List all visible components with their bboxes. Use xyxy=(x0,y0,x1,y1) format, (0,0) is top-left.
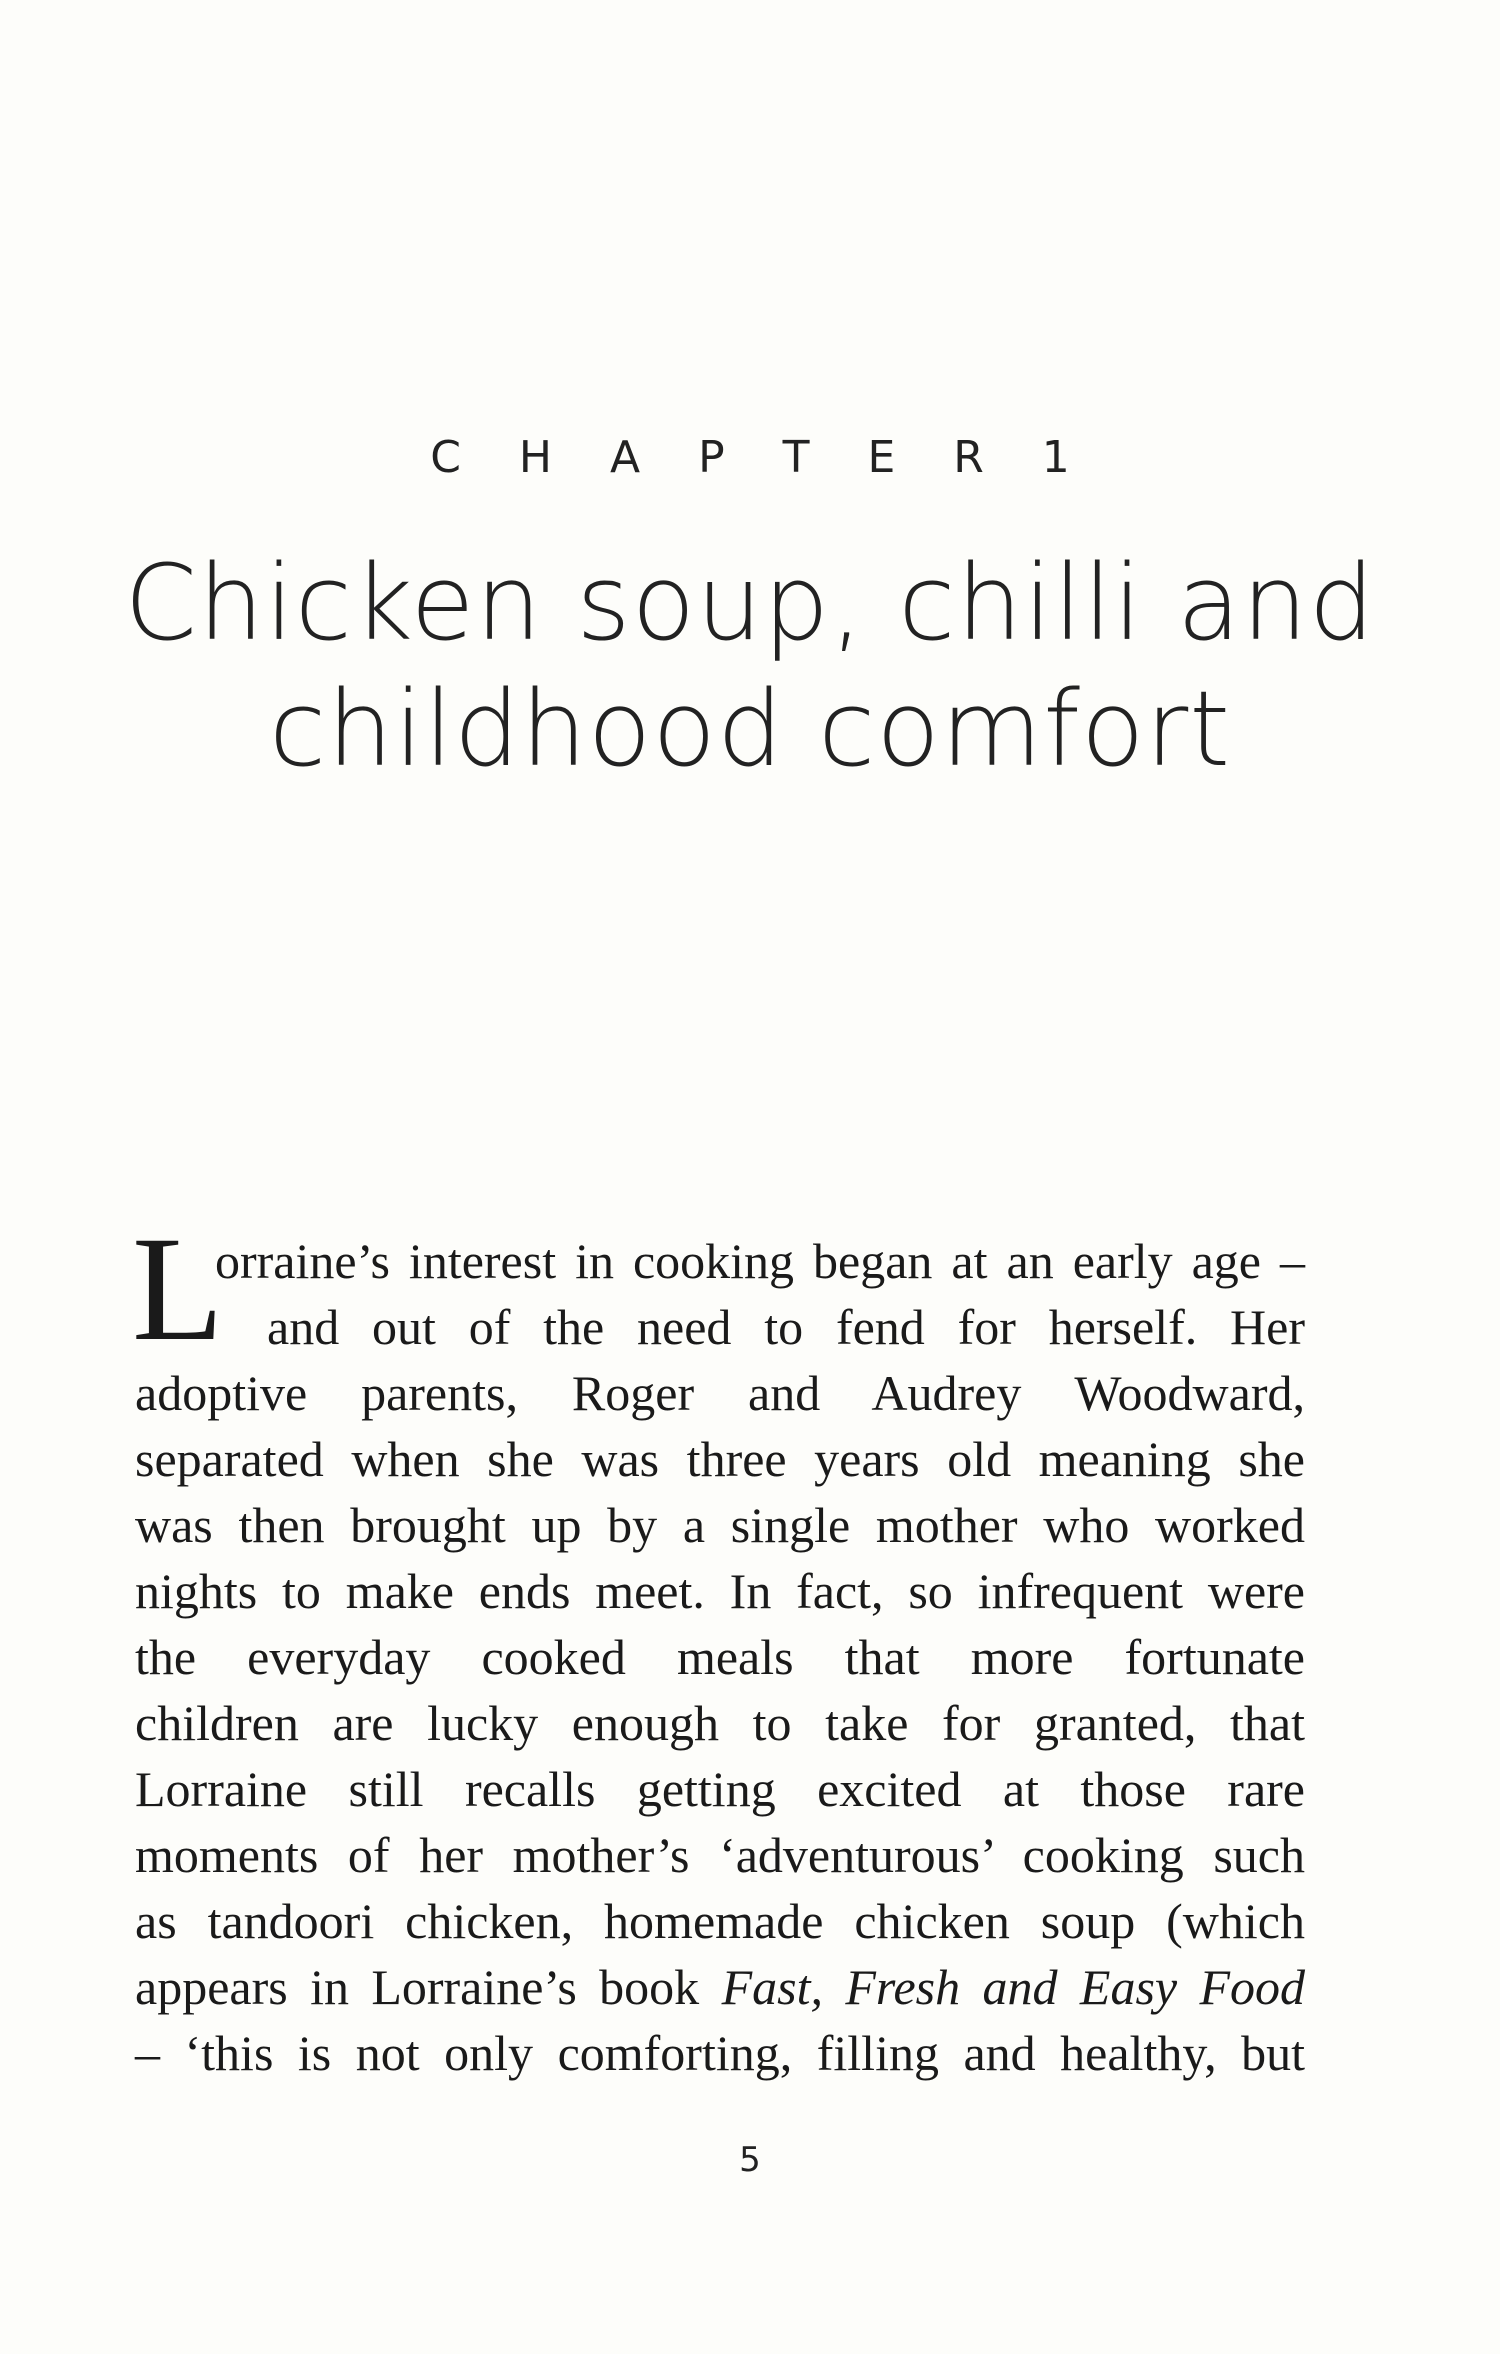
body-paragraph xyxy=(135,1228,1305,2086)
paragraph-line: as tandoori chicken, homemade chicken soup (which xyxy=(135,1893,1305,1949)
paragraph-line: was then brought up by a single mother who worked xyxy=(135,1497,1305,1553)
chapter-title-line-1: Chicken soup, chilli and xyxy=(124,542,1376,664)
paragraph-line: children are lucky enough to take for granted, that xyxy=(135,1695,1305,1751)
paragraph-line: and out of the need to fend for herself. Her xyxy=(267,1299,1305,1355)
paragraph-line: nights to make ends meet. In fact, so infrequent were xyxy=(135,1563,1305,1619)
paragraph-line-text: appears in Lorraine’s book xyxy=(135,1959,700,2015)
chapter-title xyxy=(80,540,1420,792)
paragraph-line: moments of her mother’s ‘adventurous’ cooking such xyxy=(135,1827,1305,1883)
chapter-title-line-2: childhood comfort xyxy=(268,668,1232,790)
drop-cap: L xyxy=(132,1206,224,1372)
chapter-label: C H A P T E R 1 xyxy=(430,432,1092,483)
paragraph-line: Lorraine still recalls getting excited at those rare xyxy=(135,1761,1305,1817)
page-number: 5 xyxy=(739,2140,761,2180)
paragraph-line: the everyday cooked meals that more fortunate xyxy=(135,1629,1305,1685)
paragraph-line: orraine’s interest in cooking began at an early age – xyxy=(215,1233,1305,1289)
book-title: Fast, Fresh and Easy Food xyxy=(721,1959,1306,2015)
paragraph-line: separated when she was three years old meaning she xyxy=(135,1431,1305,1487)
paragraph-line xyxy=(135,1954,1305,2020)
paragraph-line: – ‘this is not only comforting, filling and healthy, but xyxy=(135,2025,1305,2081)
paragraph-line: adoptive parents, Roger and Audrey Woodward, xyxy=(135,1365,1305,1421)
